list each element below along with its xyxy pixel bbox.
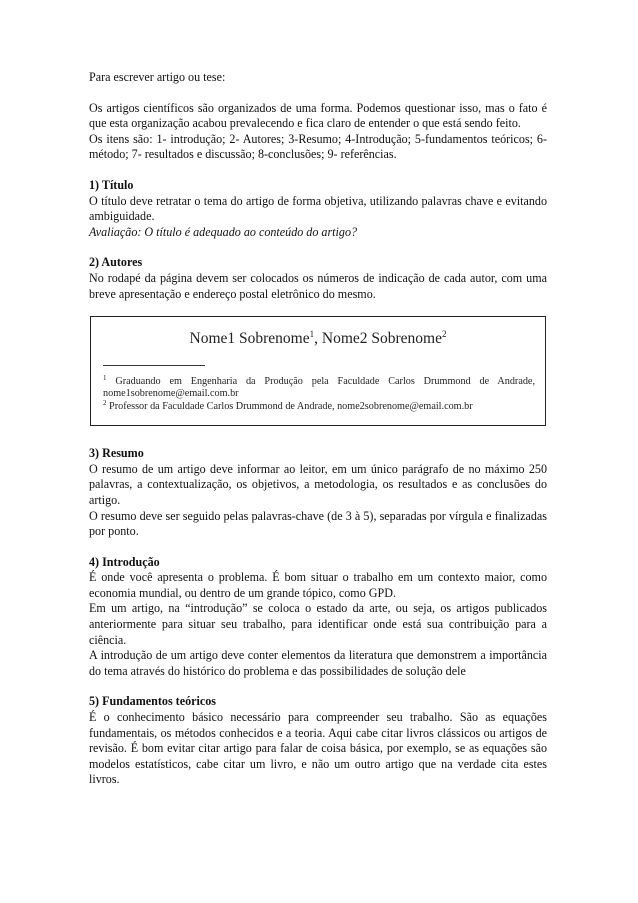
section-title-fundamentos: 5) Fundamentos teóricos: [89, 694, 216, 709]
section-paragraph-introducao-2: Em um artigo, na “introdução” se coloca o estado da arte, ou seja, os artigos publicados anteriormente para situar seu trabalho, para identificar onde está sua contribuição para a ciência.: [89, 601, 547, 647]
section-title-introducao: 4) Introdução: [89, 554, 160, 569]
intro-paragraph-2: Os itens são: 1- introdução; 2- Autores; 3-Resumo; 4-Introdução; 5-fundamentos teóricos; 6- método; 7- resultados e discussão; 8-conclusões; 9- referências.: [89, 131, 547, 162]
intro-paragraph-1: Os artigos científicos são organizados de uma forma. Podemos questionar isso, mas o fato é que esta organização acabou prevalecendo e fica claro de entender o que está sendo feito.: [89, 100, 547, 131]
figure-footnote-rule: [103, 365, 205, 366]
section-paragraph-resumo-1: O resumo de um artigo deve informar ao leitor, em um único parágrafo de no máximo 250 palavras, a contextualização, os objetivos, a metodologia, os resultados e as conclusões do artigo.: [89, 461, 547, 507]
document-page: [89, 70, 547, 788]
section-evaluation-titulo: Avaliação: O título é adequado ao conteúdo do artigo?: [89, 224, 358, 239]
figure-author-1-sup: 1: [309, 329, 315, 340]
section-paragraph-resumo-2: O resumo deve ser seguido pelas palavras-chave (de 3 à 5), separadas por vírgula e finalizadas por ponto.: [89, 508, 547, 539]
figure-author-separator: ,: [314, 330, 322, 348]
section-title-titulo: 1) Título: [89, 177, 134, 192]
figure-author-2-sup: 2: [441, 329, 447, 340]
figure-author-names: [91, 327, 545, 347]
figure-footnote-2: [103, 397, 535, 413]
section-paragraph-introducao-3: A introdução de um artigo deve conter elementos da literatura que demonstrem a importância do tema através do histórico do problema e das possibilidades de solução dele: [89, 648, 547, 678]
figure-footnote-2-num: 2: [103, 399, 107, 408]
figure-footnote-2-text: Professor da Faculdade Carlos Drummond de Andrade, nome2sobrenome@email.com.br: [109, 401, 473, 413]
section-paragraph-titulo: O título deve retratar o tema do artigo de forma objetiva, utilizando palavras chave e evitando ambiguidade.: [89, 193, 547, 224]
figure-author-1: Nome1 Sobrenome: [189, 330, 310, 348]
authors-example-figure: [90, 316, 546, 426]
figure-footnote-1-text: Graduando em Engenharia da Produção pela Faculdade Carlos Drummond de Andrade, nome1sobrenome@email.com.br: [103, 376, 536, 400]
section-title-resumo: 3) Resumo: [89, 446, 144, 461]
intro-heading: Para escrever artigo ou tese:: [89, 70, 226, 84]
section-paragraph-introducao-1: É onde você apresenta o problema. É bom situar o trabalho em um contexto maior, como economia mundial, ou dentro de um grande tópico, como GPD.: [89, 570, 547, 600]
figure-footnote-1-num: 1: [103, 374, 107, 383]
section-title-autores: 2) Autores: [89, 255, 143, 270]
section-paragraph-fundamentos: É o conhecimento básico necessário para compreender seu trabalho. São as equações fundamentais, os métodos conhecidos e a teoria. Aqui cabe citar livros clássicos ou artigos de revisão. É bom evitar citar artigo para falar de coisa básica, por exemplo, se as equações são modelos estatísticos, cabe citar um livro, e não um outro artigo que na verdade cita estes livros.: [89, 710, 547, 787]
section-paragraph-autores: No rodapé da página devem ser colocados os números de indicação de cada autor, com uma breve apresentação e endereço postal eletrônico do mesmo.: [89, 270, 547, 301]
figure-author-2: Nome2 Sobrenome: [321, 330, 442, 348]
